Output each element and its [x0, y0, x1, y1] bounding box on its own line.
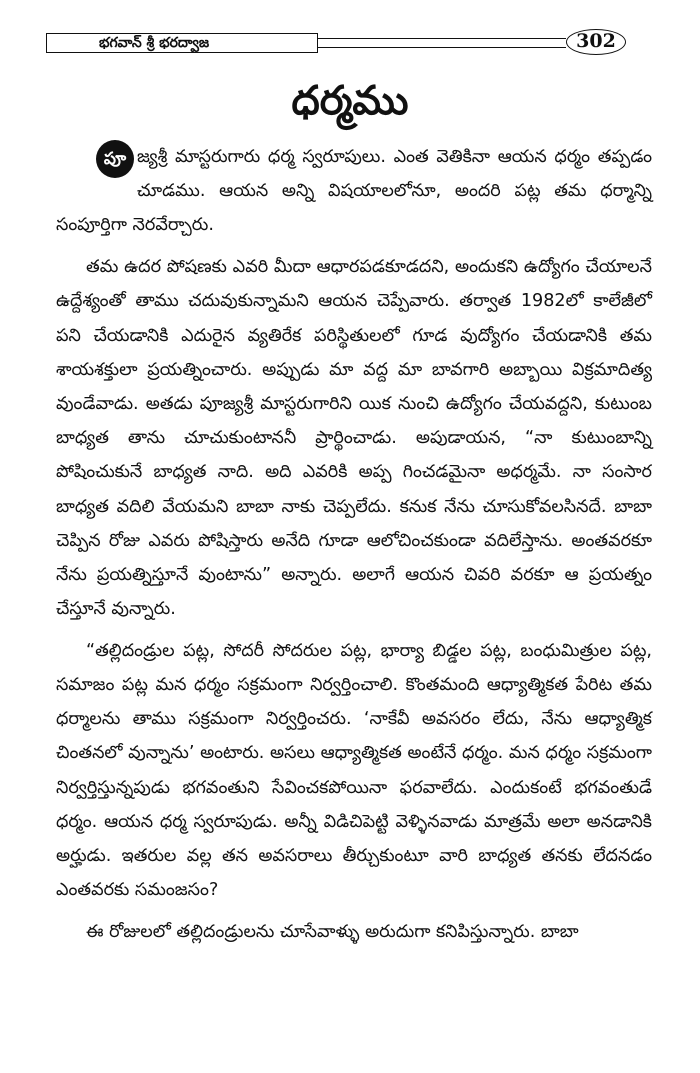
paragraph-2: తమ ఉదర పోషణకు ఎవరి మీదా ఆధారపడకూడదని, అందుకని ఉద్యోగం చేయాలనే ఉద్దేశ్యంతో తాము చదువుకున్నామని ఆయన చెప్పేవారు. తర్వాత 1982లో కాలేజీలో పని చేయడానికి ఎదురైన వ్యతిరేక పరిస్థితులలో గూడ వుద్యోగం చేయడానికి తమ శాయశక్తులా ప్రయత్నించారు. అప్పుడు మా వద్ద మా బావగారి అబ్బాయి విక్రమాదిత్య వుండేవాడు. అతడు పూజ్యశ్రీ మాస్టరుగారిని యిక నుంచి ఉద్యోగం చేయవద్దని, కుటుంబ బాధ్యత తాను చూచుకుంటాననీ ప్రార్థించాడు. అపుడాయన, “నా కుటుంబాన్ని పోషించుకునే బాధ్యత నాది. అది ఎవరికి అప్ప గించడమైనా అధర్మమే. నా సంసార బాధ్యత వదిలి వేయమని బాబా నాకు చెప్పలేదు. కనుక నేను చూసుకోవలసినదే. బాబా చెప్పిన రోజు ఎవరు పోషిస్తారు అనేది గూడా ఆలోచించకుండా వదిలేస్తాను. అంతవరకూ నేను ప్రయత్నిస్తూనే వుంటాను” అన్నారు. అలాగే ఆయన చివరి వరకూ ఆ ప్రయత్నం చేస్తూనే వున్నారు. [56, 257, 652, 620]
running-header [46, 30, 626, 55]
paragraph-1-text: జ్యశ్రీ మాస్టరుగారు ధర్మ స్వరూపులు. ఎంత వెతికినా ఆయన ధర్మం తప్పడం చూడము. ఆయన అన్ని విషయాలలోనూ, అందరి పట్ల తమ ధర్మాన్ని సంపూర్తిగా నెరవేర్చారు. [56, 147, 652, 236]
chapter-title: ధర్మము [291, 78, 409, 124]
paragraph-1 [56, 140, 652, 243]
drop-cap: పూ [96, 140, 134, 178]
paragraph-4: ఈ రోజులలో తల్లిదండ్రులను చూసేవాళ్ళు అరుదుగా కనిపిస్తున్నారు. బాబా [86, 921, 579, 942]
page-number: 302 [566, 29, 626, 55]
paragraph-3: “తల్లిదండ్రుల పట్ల, సోదరీ సోదరుల పట్ల, భార్యా బిడ్డల పట్ల, బంధుమిత్రుల పట్ల, సమాజం పట్ల మన ధర్మం సక్రమంగా నిర్వర్తించాలి. కొంతమంది ఆధ్యాత్మికత పేరిట తమ ధర్మాలను తాము సక్రమంగా నిర్వర్తించరు. ‘నాకేవీ అవసరం లేదు, నేను ఆధ్యాత్మిక చింతనలో వున్నాను’ అంటారు. అసలు ఆధ్యాత్మికత అంటేనే ధర్మం. మన ధర్మం సక్రమంగా నిర్వర్తిస్తున్నపుడు భగవంతుని సేవించకపోయినా ఫరవాలేదు. ఎందుకంటే భగవంతుడే ధర్మం. ఆయన ధర్మ స్వరూపుడు. అన్నీ విడిచిపెట్టి వెళ్ళినవాడు మాత్రమే అలా అనడానికి అర్హుడు. ఇతరుల వల్ల తన అవసరాలు తీర్చుకుంటూ వారి బాధ్యత తనకు లేదనడం ఎంతవరకు సమంజసం? [56, 640, 652, 901]
running-title: భగవాన్ శ్రీ భరద్వాజ [46, 33, 318, 53]
header-rule [318, 38, 566, 48]
body-text [56, 140, 652, 957]
